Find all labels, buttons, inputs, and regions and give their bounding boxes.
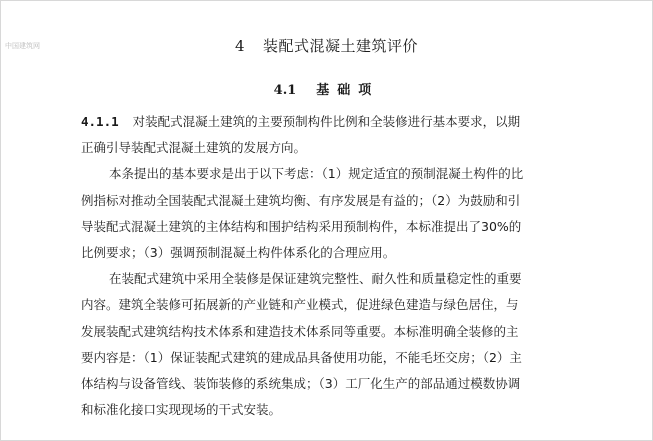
- paragraph-line: 发展装配式建筑结构技术体系和建造技术体系同等重要。本标准明确全装修的主: [81, 323, 519, 339]
- paragraph-line: 在装配式建筑中采用全装修是保证建筑完整性、耐久性和质量稳定性的重要: [109, 271, 522, 287]
- section-number: 4.1: [273, 83, 297, 98]
- watermark: 中国建筑网: [5, 42, 40, 50]
- clause-text: 对装配式混凝土建筑的主要预制构件比例和全装修进行基本要求，以期: [132, 114, 521, 129]
- paragraph-line: 本条提出的基本要求是出于以下考虑：（1）规定适宜的预制混凝土构件的比: [109, 166, 524, 182]
- chapter-number: 4: [234, 37, 246, 55]
- paragraph-line: 体结构与设备管线、装饰装修的系统集成；（3）工厂化生产的部品通过模数协调: [81, 375, 521, 391]
- paragraph-line: 要内容是：（1）保证装配式建筑的建成品具备使用功能，不能毛坯交房；（2）主: [81, 349, 522, 365]
- section-title-text: 基础项: [316, 83, 380, 98]
- clause-line: 正确引导装配式混凝土建筑的发展方向。: [81, 140, 307, 156]
- section-title: [1, 79, 652, 98]
- body-text: [81, 109, 609, 423]
- chapter-title: [1, 35, 652, 56]
- clause-line: [81, 109, 609, 135]
- paragraph-line: 内容。建筑全装修可拓展新的产业链和产业模式，促进绿色建造与绿色居住，与: [81, 297, 519, 313]
- paragraph-line: 例指标对推动全国装配式混凝土建筑均衡、有序发展是有益的；（2）为鼓励和引: [81, 192, 521, 208]
- chapter-title-text: 装配式混凝土建筑评价: [263, 37, 419, 55]
- paragraph-line: 和标准化接口实现现场的干式安装。: [81, 402, 282, 418]
- paragraph-line: 比例要求；（3）强调预制混凝土构件体系化的合理应用。: [81, 244, 396, 260]
- clause-number: 4.1.1: [81, 114, 119, 129]
- paragraph-line: 导装配式混凝土建筑的主体结构和围护结构采用预制构件，本标准提出了30%的: [81, 218, 522, 234]
